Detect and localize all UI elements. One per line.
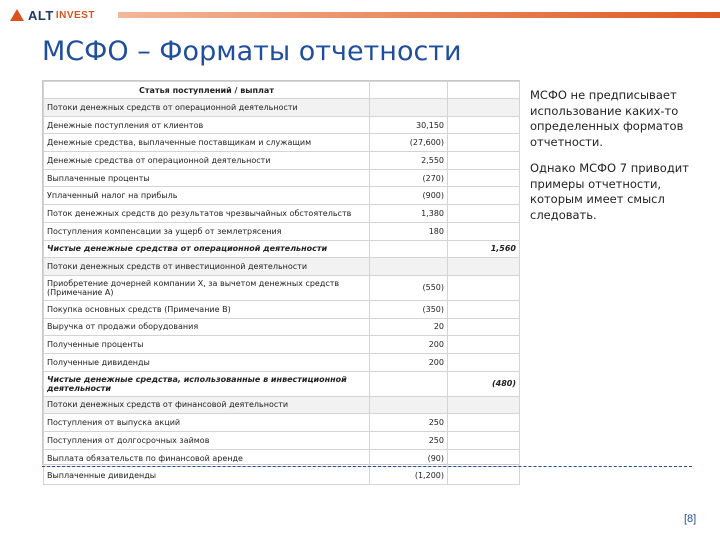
row-value-cell (370, 240, 448, 258)
row-total-cell (448, 467, 520, 485)
table-row (44, 205, 520, 223)
row-total-cell (448, 99, 520, 117)
row-total-cell (448, 187, 520, 205)
row-value-cell (370, 99, 448, 117)
row-value-cell: 200 (370, 336, 448, 354)
table-row (44, 414, 520, 432)
row-total-cell: (480) (448, 371, 520, 396)
row-value-cell: 2,550 (370, 152, 448, 170)
row-value-cell: 250 (370, 432, 448, 450)
row-label-cell: Поступления компенсации за ущерб от землетрясения (44, 222, 370, 240)
table-row (44, 116, 520, 134)
table-row (44, 396, 520, 414)
row-total-cell (448, 169, 520, 187)
table-row (44, 187, 520, 205)
row-total-cell (448, 275, 520, 300)
row-value-cell: 1,380 (370, 205, 448, 223)
row-label-cell: Чистые денежные средства, использованные в инвестиционной деятельности (44, 371, 370, 396)
row-total-cell (448, 318, 520, 336)
row-value-cell: 30,150 (370, 116, 448, 134)
row-label-cell: Полученные дивиденды (44, 353, 370, 371)
row-value-cell: (550) (370, 275, 448, 300)
row-total-cell: 1,560 (448, 240, 520, 258)
cash-flow-table-container (42, 80, 520, 481)
row-value-cell (370, 371, 448, 396)
side-note-2: Однако МСФО 7 приводит примеры отчетности, которым имеет смысл следовать. (530, 161, 689, 222)
table-row (44, 353, 520, 371)
row-label-cell: Выплаченные дивиденды (44, 467, 370, 485)
table-header-empty (370, 82, 448, 99)
row-value-cell: (900) (370, 187, 448, 205)
logo-alt-text: ALT (28, 7, 54, 23)
row-total-cell (448, 449, 520, 467)
side-notes (530, 88, 700, 234)
page-title: МСФО – Форматы отчетности (42, 36, 462, 67)
table-row (44, 134, 520, 152)
row-label-cell: Поступления от долгосрочных займов (44, 432, 370, 450)
row-total-cell (448, 222, 520, 240)
row-value-cell (370, 396, 448, 414)
row-label-cell: Выплаченные проценты (44, 169, 370, 187)
row-total-cell (448, 432, 520, 450)
table-row (44, 258, 520, 276)
table-row (44, 432, 520, 450)
row-label-cell: Поступления от выпуска акций (44, 414, 370, 432)
row-value-cell: (350) (370, 300, 448, 318)
cash-flow-table (43, 81, 520, 485)
row-label-cell: Выплата обязательств по финансовой аренде (44, 449, 370, 467)
row-value-cell: (1,200) (370, 467, 448, 485)
row-total-cell (448, 258, 520, 276)
row-label-cell: Чистые денежные средства от операционной деятельности (44, 240, 370, 258)
table-row (44, 275, 520, 300)
row-label-cell: Поток денежных средств до результатов чрезвычайных обстоятельств (44, 205, 370, 223)
row-label-cell: Уплаченный налог на прибыль (44, 187, 370, 205)
table-row (44, 222, 520, 240)
row-value-cell: (90) (370, 449, 448, 467)
top-accent-bar (118, 12, 720, 18)
row-total-cell (448, 414, 520, 432)
table-row (44, 336, 520, 354)
logo (10, 8, 95, 22)
row-label-cell: Приобретение дочерней компании X, за вычетом денежных средств (Примечание A) (44, 275, 370, 300)
row-label-cell: Покупка основных средств (Примечание B) (44, 300, 370, 318)
row-value-cell: 200 (370, 353, 448, 371)
table-row (44, 449, 520, 467)
row-value-cell (370, 258, 448, 276)
table-row (44, 300, 520, 318)
table-row (44, 99, 520, 117)
side-note-1: МСФО не предписывает использование каких-то определенных форматов отчетности. (530, 88, 684, 149)
logo-invest-text: INVEST (55, 9, 95, 21)
table-row (44, 467, 520, 485)
table-header-empty (448, 82, 520, 99)
row-label-cell: Потоки денежных средств от операционной деятельности (44, 99, 370, 117)
row-label-cell: Денежные средства от операционной деятельности (44, 152, 370, 170)
page-number: [8] (684, 513, 697, 525)
row-value-cell: 250 (370, 414, 448, 432)
table-row (44, 371, 520, 396)
row-total-cell (448, 134, 520, 152)
row-value-cell: 180 (370, 222, 448, 240)
table-row (44, 169, 520, 187)
row-total-cell (448, 152, 520, 170)
table-row (44, 318, 520, 336)
row-label-cell: Денежные средства, выплаченные поставщикам и служащим (44, 134, 370, 152)
row-value-cell: (270) (370, 169, 448, 187)
table-row (44, 240, 520, 258)
row-label-cell: Потоки денежных средств от финансовой деятельности (44, 396, 370, 414)
row-total-cell (448, 116, 520, 134)
table-header-row (44, 82, 520, 99)
table-row (44, 152, 520, 170)
row-label-cell: Выручка от продажи оборудования (44, 318, 370, 336)
table-header-cell: Статья поступлений / выплат (44, 82, 370, 99)
row-label-cell: Потоки денежных средств от инвестиционной деятельности (44, 258, 370, 276)
row-total-cell (448, 336, 520, 354)
row-total-cell (448, 396, 520, 414)
row-value-cell: 20 (370, 318, 448, 336)
row-value-cell: (27,600) (370, 134, 448, 152)
row-total-cell (448, 353, 520, 371)
row-total-cell (448, 205, 520, 223)
row-label-cell: Полученные проценты (44, 336, 370, 354)
logo-mark-icon (10, 9, 24, 21)
row-total-cell (448, 300, 520, 318)
footer-divider (42, 466, 692, 467)
row-label-cell: Денежные поступления от клиентов (44, 116, 370, 134)
